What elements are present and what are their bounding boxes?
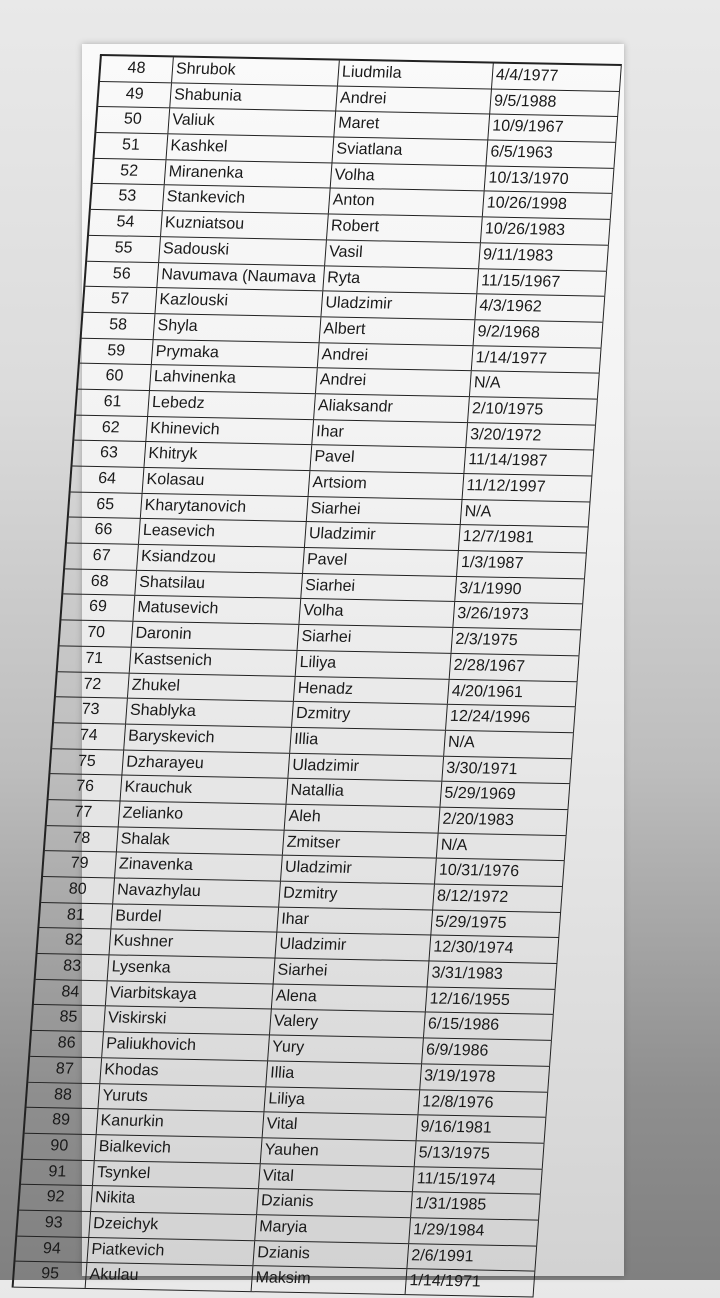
birth-date: 11/15/1967 [477,269,607,296]
first-name: Andrei [336,86,492,114]
birth-date: 2/20/1983 [439,808,569,835]
birth-date: 12/7/1981 [459,525,589,552]
birth-date: 11/14/1987 [464,448,594,475]
last-name: Miranenka [165,160,333,188]
birth-date: 3/19/1978 [420,1064,550,1091]
row-number: 57 [84,287,158,313]
row-number: 49 [98,82,172,108]
row-number: 85 [32,1005,106,1031]
birth-date: 10/31/1976 [435,859,565,886]
last-name: Shabunia [170,83,338,111]
last-name: Piatkevich [87,1238,255,1266]
first-name: Vital [263,1113,419,1141]
last-name: Kastsenich [130,648,298,676]
birth-date: 11/12/1997 [463,474,593,501]
last-name: Ksiandzou [137,545,305,573]
last-name: Matusevich [133,596,301,624]
last-name: Leasevich [139,519,307,547]
birth-date: 5/29/1975 [431,910,561,937]
last-name: Stankevich [163,186,331,214]
row-number: 61 [76,390,150,416]
first-name: Siarhei [307,497,463,525]
birth-date: 9/16/1981 [417,1115,547,1142]
birth-date: 9/5/1988 [490,89,620,116]
row-number: 76 [49,774,123,800]
row-number: 79 [43,851,117,877]
first-name: Pavel [310,445,466,473]
first-name: Sviatlana [333,138,489,166]
birth-date: 6/5/1963 [486,141,616,168]
last-name: Dzharayeu [122,750,290,778]
row-number: 52 [93,159,167,185]
row-number: 88 [27,1082,101,1108]
row-number: 77 [47,800,121,826]
first-name: Siarhei [301,574,457,602]
row-number: 81 [39,903,113,929]
first-name: Uladzimir [305,522,461,550]
first-name: Uladzimir [321,292,477,320]
first-name: Natallia [287,779,443,807]
row-number: 56 [85,261,159,287]
birth-date: 3/31/1983 [428,962,558,989]
row-number: 66 [67,518,141,544]
birth-date: 10/13/1970 [485,166,615,193]
last-name: Lysenka [108,955,276,983]
birth-date: N/A [444,731,574,758]
last-name: Kazlouski [156,288,324,316]
birth-date: 3/1/1990 [455,577,585,604]
row-number: 53 [91,184,165,210]
first-name: Volha [299,599,455,627]
row-number: 51 [95,133,169,159]
last-name: Kolasau [143,468,311,496]
last-name: Khodas [100,1058,268,1086]
row-number: 55 [87,236,161,262]
birth-date: 4/4/1977 [492,64,622,91]
first-name: Alena [272,984,428,1012]
birth-date: 3/30/1971 [442,756,572,783]
first-name: Maryia [255,1215,411,1243]
first-name: Ryta [323,266,479,294]
row-number: 83 [36,954,110,980]
birth-date: 3/26/1973 [453,602,583,629]
first-name: Aleh [285,805,441,833]
first-name: Yauhen [261,1138,417,1166]
birth-date: 5/13/1975 [415,1141,545,1168]
last-name: Khitryk [144,442,312,470]
birth-date: 12/8/1976 [418,1090,548,1117]
last-name: Valiuk [168,109,336,137]
first-name: Volha [331,163,487,191]
row-number: 86 [30,1031,104,1057]
birth-date: 3/20/1972 [466,423,596,450]
first-name: Robert [327,215,483,243]
row-number: 87 [28,1057,102,1083]
row-number: 78 [45,826,119,852]
first-name: Maksim [252,1266,408,1294]
last-name: Shablyka [126,699,294,727]
last-name: Sadouski [159,237,327,265]
first-name: Andrei [318,343,474,371]
birth-date: 9/2/1968 [474,320,604,347]
row-number: 95 [14,1262,88,1288]
row-number: 72 [56,672,130,698]
birth-date: 12/16/1955 [426,987,556,1014]
paper-sheet [40,44,624,1291]
row-number: 68 [63,569,137,595]
first-name: Dzmitry [279,882,435,910]
first-name: Vasil [325,240,481,268]
birth-date: 11/15/1974 [413,1167,543,1194]
last-name: Prymaka [152,340,320,368]
birth-date: 10/9/1967 [488,115,618,142]
row-number: 69 [61,595,135,621]
first-name: Liudmila [338,61,494,89]
last-name: Burdel [111,904,279,932]
row-number: 74 [52,723,126,749]
birth-date: 6/15/1986 [424,1013,554,1040]
last-name: Kanurkin [97,1109,265,1137]
row-number: 65 [69,492,143,518]
row-number: 91 [21,1159,95,1185]
first-name: Siarhei [274,959,430,987]
first-name: Artsiom [309,471,465,499]
first-name: Anton [329,189,485,217]
birth-date: N/A [437,833,567,860]
row-number: 50 [96,107,170,133]
last-name: Kharytanovich [141,494,309,522]
row-number: 84 [34,980,108,1006]
last-name: Lebedz [148,391,316,419]
first-name: Andrei [316,368,472,396]
first-name: Uladzimir [276,933,432,961]
last-name: Lahvinenka [150,365,318,393]
row-number: 54 [89,210,163,236]
first-name: Siarhei [298,625,454,653]
birth-date: 1/14/1977 [472,346,602,373]
row-number: 63 [73,441,147,467]
last-name: Navazhylau [113,878,281,906]
birth-date: 2/3/1975 [452,628,582,655]
first-name: Ihar [312,420,468,448]
last-name: Tsynkel [93,1161,261,1189]
last-name: Shalak [117,827,285,855]
row-number: 58 [82,313,156,339]
birth-date: 8/12/1972 [433,885,563,912]
last-name: Viskirski [104,1007,272,1035]
birth-date: 1/31/1985 [411,1192,541,1219]
row-number: 67 [65,544,139,570]
first-name: Ihar [277,907,433,935]
last-name: Daronin [132,622,300,650]
last-name: Shrubok [172,57,340,85]
last-name: Akulau [86,1263,254,1291]
first-name: Illia [266,1061,422,1089]
birth-date: 12/30/1974 [429,936,559,963]
birth-date: 2/28/1967 [450,654,580,681]
row-number: 82 [38,928,112,954]
first-name: Yury [268,1036,424,1064]
first-name: Uladzimir [288,753,444,781]
row-number: 89 [25,1108,99,1134]
first-name: Albert [320,317,476,345]
row-number: 92 [19,1185,93,1211]
first-name: Zmitser [283,830,439,858]
last-name: Dzeichyk [89,1212,257,1240]
first-name: Uladzimir [281,856,437,884]
birth-date: 1/3/1987 [457,551,587,578]
last-name: Paliukhovich [102,1032,270,1060]
row-number: 94 [15,1236,89,1262]
last-name: Navumava (Naumava [157,263,325,291]
row-number: 75 [50,749,124,775]
birth-date: 12/24/1996 [446,705,576,732]
last-name: Bialkevich [95,1135,263,1163]
last-name: Baryskevich [124,724,292,752]
birth-date: N/A [470,371,600,398]
birth-date: 5/29/1969 [441,782,571,809]
last-name: Zelianko [119,801,287,829]
birth-date: 4/20/1961 [448,679,578,706]
first-name: Illia [290,728,446,756]
first-name: Maret [334,112,490,140]
first-name: Valery [270,1010,426,1038]
last-name: Viarbitskaya [106,981,274,1009]
row-number: 93 [17,1211,91,1237]
last-name: Zhukel [128,673,296,701]
last-name: Nikita [91,1186,259,1214]
first-name: Dzianis [253,1241,409,1269]
birth-date: 1/29/1984 [409,1218,539,1245]
last-name: Khinevich [146,417,314,445]
last-name: Yuruts [99,1084,267,1112]
birth-date: 4/3/1962 [475,294,605,321]
birth-date: 2/10/1975 [468,397,598,424]
row-number: 60 [78,364,152,390]
last-name: Kuzniatsou [161,211,329,239]
first-name: Vital [259,1164,415,1192]
row-number: 71 [58,646,132,672]
row-number: 73 [54,697,128,723]
birth-date: 10/26/1998 [483,192,613,219]
birth-date: 6/9/1986 [422,1039,552,1066]
last-name: Shyla [154,314,322,342]
first-name: Aliaksandr [314,394,470,422]
birth-date: 10/26/1983 [481,218,611,245]
row-number: 59 [80,338,154,364]
row-number: 48 [100,56,174,82]
first-name: Henadz [294,676,450,704]
first-name: Liliya [264,1087,420,1115]
birth-date: 1/14/1971 [406,1269,536,1296]
last-name: Kushner [110,930,278,958]
row-number: 90 [23,1134,97,1160]
birth-date: 9/11/1983 [479,243,609,270]
row-number: 80 [41,877,115,903]
birth-date: N/A [461,500,591,527]
row-number: 62 [74,415,148,441]
last-name: Zinavenka [115,853,283,881]
row-number: 70 [60,620,134,646]
first-name: Liliya [296,651,452,679]
first-name: Dzmitry [292,702,448,730]
birth-date: 2/6/1991 [407,1244,537,1271]
last-name: Kashkel [167,134,335,162]
last-name: Krauchuk [121,776,289,804]
first-name: Pavel [303,548,459,576]
names-table [12,54,622,1298]
first-name: Dzianis [257,1190,413,1218]
last-name: Shatsilau [135,571,303,599]
row-number: 64 [71,467,145,493]
